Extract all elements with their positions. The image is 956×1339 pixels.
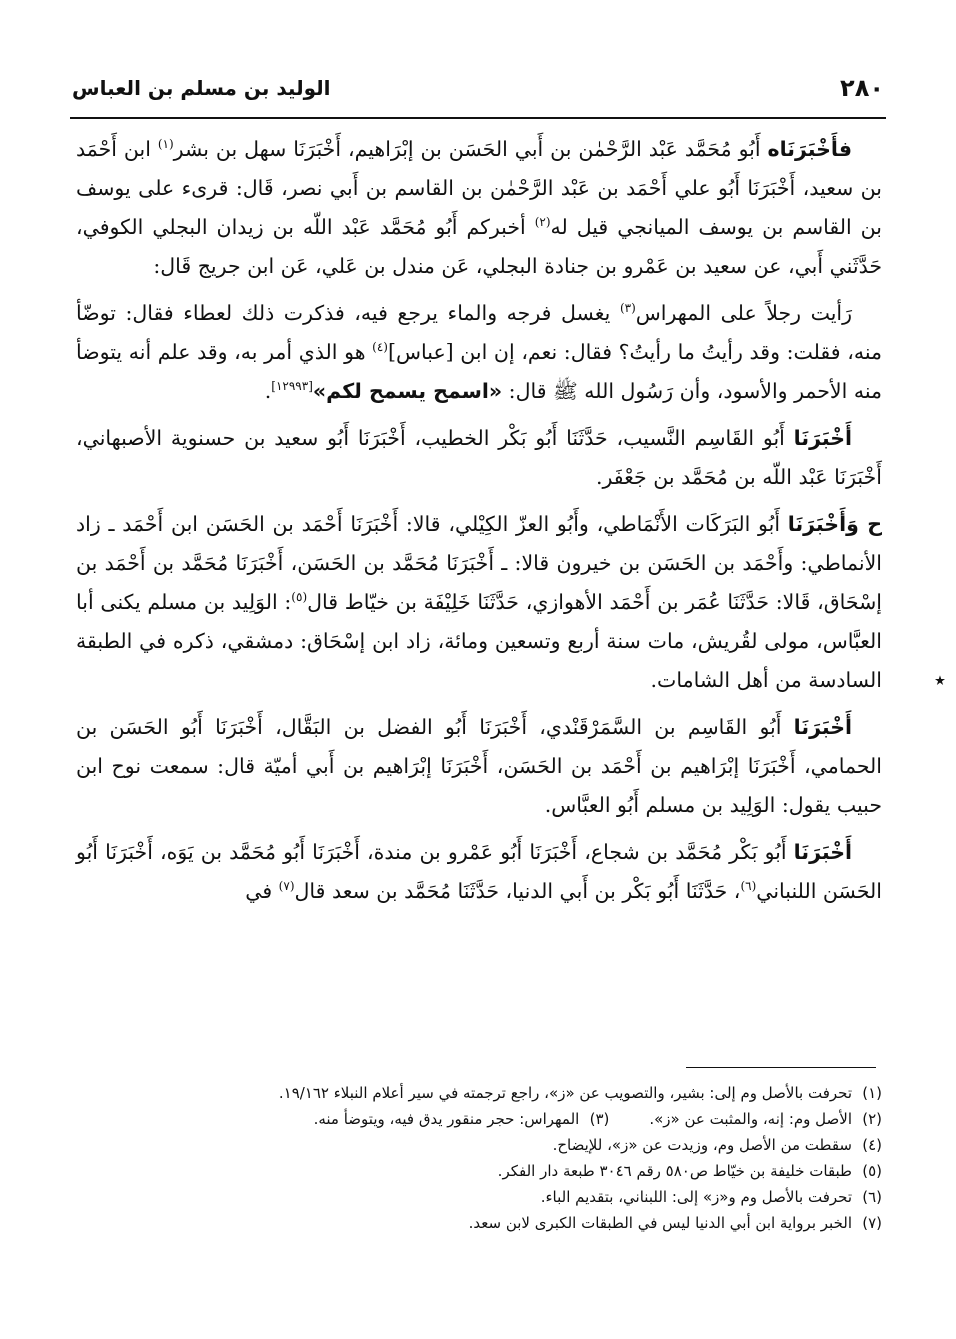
paragraph-text: أَبُو القَاسِم النَّسيب، حَدَّثَنَا أَبُو بَكْر الخطيب، أَخْبَرَنَا أَبُو سعيد بن حسنوية الأصبهاني، أَخْبَرَنَا عَبْد اللّه بن مُحَمَّد بن جَعْفَر.: [76, 426, 882, 489]
main-text: [76, 130, 882, 919]
footnote-2: [110, 1106, 882, 1132]
hadith-text: «اسمح يسمح لكم»: [312, 379, 503, 403]
footnote-number: (٥): [862, 1162, 882, 1180]
page-number: ٢٨٠: [840, 74, 884, 102]
paragraph-end: .: [264, 379, 272, 403]
hadith-number: [١٢٩٩٣]: [271, 379, 313, 394]
footnote-number: (١): [862, 1084, 882, 1102]
paragraph-text: أَبُو بَكْر مُحَمَّد بن شجاع، أَخْبَرَنَا أَبُو عَمْرو بن مندة، أَخْبَرَنَا أَبُو مُحَمَّد بن يَوَه، أَخْبَرَنَا أَبُو الحَسَن اللنباني: [76, 840, 882, 903]
footnote-text: الخبر برواية ابن أبي الدنيا ليس في الطبقات الكبرى لابن سعد.: [468, 1214, 852, 1232]
paragraph-text: رَأيت رجلاً على المهراس: [635, 301, 852, 325]
footnote-5: [110, 1158, 882, 1184]
paragraph-text: : الوَلِيد بن مسلم يكنى أبا العبَّاس، مولى لقُريش، مات سنة أربع وتسعين ومائة، زاد ابن إسْحَاق: دمشقي، ذكره في الطبقة السادسة من أهل الشامات.: [76, 590, 882, 692]
header-divider: [70, 117, 886, 119]
footnote-text: المهراس: حجر منقور يدق فيه، ويتوضأ منه.: [313, 1110, 580, 1128]
footnote-ref: (١): [157, 137, 174, 152]
paragraph-text: أخبركم أَبُو مُحَمَّد عَبْد اللّه بن زيدان البجلي الكوفي، حَدَّثَني أَبي، عن سعيد بن عَمْرو بن جنادة البجلي، عَن مندل بن عَلي، عَن ابن جريج قَال:: [76, 215, 882, 278]
footnote-number: (٣): [589, 1110, 610, 1128]
footnote-ref: (٤): [372, 340, 388, 355]
footnote-ref: (٥): [291, 590, 308, 605]
footnote-text: طبقات خليفة بن خيّاط ص٥٨٠ رقم ٣٠٤٦ طبعة دار الفكر.: [497, 1162, 852, 1180]
running-title: الوليد بن مسلم بن العباس: [72, 76, 331, 100]
footnote-ref: (٧): [278, 879, 295, 894]
paragraph-text: يغسل فرجه والماء يرجع فيه، فذكرت ذلك لعطاء فقال: توضّأ منه، فقلت: وقد رأيتُ ما رأيتُ؟ فقال: نعم، إن ابن [عباس]: [76, 301, 883, 364]
footnote-4: [110, 1132, 882, 1158]
isnad-lead: أَخْبَرَنَا: [793, 715, 852, 739]
paragraph-text: في: [245, 879, 279, 903]
isnad-lead: فأَخْبَرَنَاه: [767, 137, 852, 161]
footnote-ref: (٢): [534, 215, 551, 230]
paragraph-6: [76, 833, 882, 911]
isnad-lead: ح وَأَخْبَرَنَا: [787, 512, 882, 536]
paragraph-1: [76, 130, 882, 286]
footnotes: [110, 1080, 882, 1236]
footnote-number: (٤): [862, 1136, 882, 1154]
footnote-number: (٢): [862, 1110, 882, 1128]
footnote-1: [110, 1080, 882, 1106]
paragraph-text: ابن أَحْمَد بن سعيد، أَخْبَرَنَا أَبُو علي أَحْمَد بن عَبْد الرَّحْمٰن بن القاسم بن أَبي نصر، قَال: قرىء على يوسف بن القاسم بن يوسف الميانجي قيل له: [76, 137, 882, 239]
footnote-text: سقطت من الأصل وم، وزيدت عن «ز»، للإيضاح.: [552, 1136, 852, 1154]
paragraph-4: [76, 505, 882, 700]
isnad-lead: أَخْبَرَنَا: [793, 840, 852, 864]
margin-mark: ٭: [934, 668, 946, 693]
paragraph-5: [76, 708, 882, 825]
footnote-ref: (٣): [619, 301, 636, 316]
footnote-6: [110, 1184, 882, 1210]
paragraph-2: [76, 294, 882, 411]
footnote-number: (٦): [862, 1188, 882, 1206]
paragraph-text: أَبُو البَرَكَات الأَنْمَاطي، وأَبُو العزّ الكِيْلي، قالا: أَخْبَرَنَا أَحْمَد بن الحَسَن ابن أَحْمَد ـ زاد الأنماطي: وأَحْمَد بن الحَسَن بن خيرون قالا: ـ أَخْبَرَنَا مُحَمَّد بن الحَسَن، أَخْبَرَنَا مُحَمَّد بن أَحْمَد بن إسْحَاق، قَالا: حَدَّثَنَا عُمَر بن أَحْمَد الأهوازي، حَدَّثَنَا خَلِيْفَة بن خيّاط قال: [76, 512, 882, 614]
footnote-ref: (٦): [740, 879, 757, 894]
footnote-divider: [686, 1067, 876, 1068]
paragraph-text: أَبُو مُحَمَّد عَبْد الرَّحْمٰن بن أَبي الحَسَن بن إبْرَاهيم، أَخْبَرَنَا سهل بن بشر: [173, 137, 768, 161]
page-header: [70, 74, 886, 114]
paragraph-text: هو الذي أمر به، وقد علم أنه يتوضأ منه الأحمر والأسود، وأن رَسُول الله ﷺ قال:: [76, 340, 882, 403]
paragraph-text: أَبُو القَاسِم بن السَّمَرْقَنْدي، أَخْبَرَنَا أَبُو الفضل بن البَقَّال، أَخْبَرَنَا أَبُو الحَسَن بن الحمامي، أَخْبَرَنَا إبْرَاهيم بن أَحْمَد بن الحَسَن، أَخْبَرَنَا إبْرَاهيم بن أَبي أميّة قال: سمعت نوح ابن حبيب يقول: الوَلِيد بن مسلم أَبُو العبَّاس.: [76, 715, 883, 817]
isnad-lead: أَخْبَرَنَا: [793, 426, 852, 450]
paragraph-text: ، حَدَّثَنَا أَبُو بَكْر بن أَبي الدنيا، حَدَّثَنَا مُحَمَّد بن سعد قال: [294, 879, 741, 903]
footnote-7: [110, 1210, 882, 1236]
footnote-text: الأصل وم: إنه، والمثبت عن «ز».: [649, 1110, 852, 1128]
footnote-text: تحرفت بالأصل وم و«ز» إلى: اللبناني، بتقديم الباء.: [540, 1188, 852, 1206]
footnote-number: (٧): [862, 1214, 882, 1232]
footnote-text: تحرفت بالأصل وم إلى: بشير، والتصويب عن «ز»، راجع ترجمته في سير أعلام النبلاء ١٩/١٦٢.: [278, 1084, 852, 1102]
paragraph-3: [76, 419, 882, 497]
